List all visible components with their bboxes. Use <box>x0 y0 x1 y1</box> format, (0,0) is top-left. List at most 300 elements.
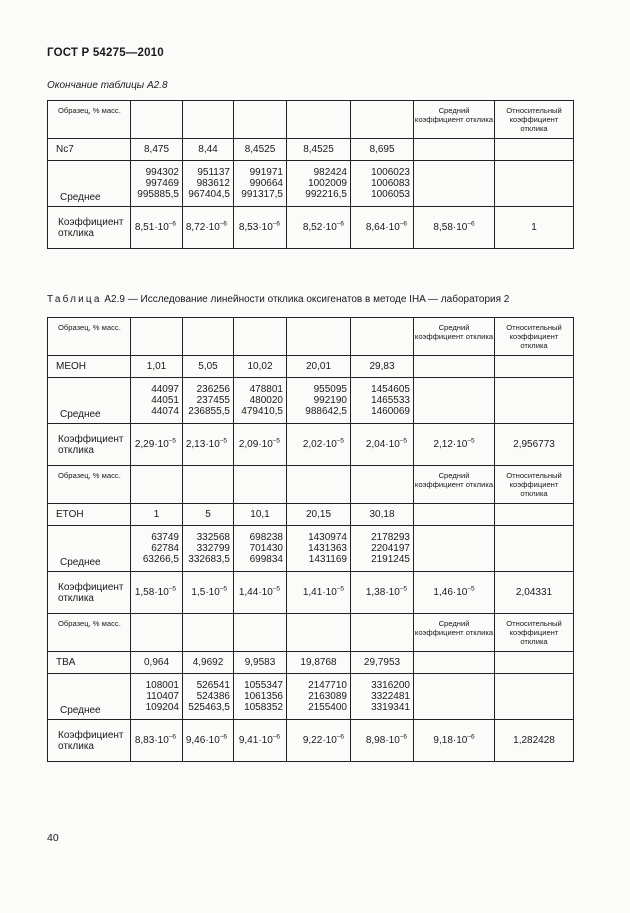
response-coef-exponent: –6 <box>272 220 280 228</box>
empty-cell <box>495 504 574 526</box>
area-value: 2163089 <box>308 691 347 702</box>
avg-coef-header <box>414 466 495 504</box>
response-coef-times-ten: ·10 <box>385 587 400 598</box>
avg-coef-mantissa: 8,58 <box>433 222 453 233</box>
concentration-cell <box>183 139 234 161</box>
response-coef-times-ten: ·10 <box>385 222 400 233</box>
concentration-value: 10,02 <box>247 361 273 372</box>
area-average: 2191245 <box>371 554 410 565</box>
response-coef-label: Коэффициент отклика <box>58 433 124 456</box>
empty-header-cell <box>351 614 414 652</box>
areas-row <box>48 378 574 424</box>
area-average: 967404,5 <box>188 189 230 200</box>
area-value: 982424 <box>313 167 347 178</box>
concentration-cell <box>234 504 287 526</box>
rel-coef-value: 1,282428 <box>513 735 555 746</box>
avg-coef-header-label: Средний коэффициент отклика <box>414 323 494 341</box>
area-value: 478801 <box>249 384 283 395</box>
area-average: 995885,5 <box>137 189 179 200</box>
compound-name-label: Nc7 <box>56 144 74 155</box>
response-coef-exponent: –6 <box>219 733 227 741</box>
avg-coef-header <box>414 318 495 356</box>
response-coef-exponent: –5 <box>399 437 407 445</box>
area-value: 62784 <box>151 543 179 554</box>
response-coef-times-ten: ·10 <box>205 439 220 450</box>
area-average: 1460069 <box>371 406 410 417</box>
compound-name-label: ETOH <box>56 509 84 520</box>
area-value: 3322481 <box>371 691 410 702</box>
area-value: 526541 <box>196 680 230 691</box>
response-coef-cell <box>287 424 351 466</box>
area-value: 108001 <box>145 680 179 691</box>
avg-coef-header-label: Средний коэффициент отклика <box>414 471 494 489</box>
concentration-cell <box>287 652 351 674</box>
area-values-cell <box>351 674 414 720</box>
area-value: 955095 <box>313 384 347 395</box>
areas-row <box>48 526 574 572</box>
compound-name <box>48 652 131 674</box>
response-coef-exponent: –5 <box>219 437 227 445</box>
response-coef-mantissa: 1,58 <box>134 587 155 598</box>
response-coef-label: Коэффициент отклика <box>58 216 124 239</box>
avg-coef-cell <box>414 572 495 614</box>
area-value: 1465533 <box>371 395 410 406</box>
empty-header-cell <box>131 614 183 652</box>
response-coef-cell <box>183 572 234 614</box>
document-header: ГОСТ Р 54275—2010 <box>47 47 164 59</box>
response-coef-times-ten: ·10 <box>322 735 337 746</box>
area-average: 699834 <box>249 554 283 565</box>
empty-cell <box>495 378 574 424</box>
empty-cell <box>495 356 574 378</box>
average-label-cell <box>48 161 131 207</box>
area-values-cell <box>131 378 183 424</box>
compound-name <box>48 356 131 378</box>
concentration-value: 0,964 <box>143 657 170 668</box>
area-values-cell <box>183 161 234 207</box>
area-value: 1006023 <box>371 167 410 178</box>
area-values-cell <box>183 526 234 572</box>
avg-coef-header <box>414 614 495 652</box>
sample-header <box>48 466 131 504</box>
average-label-cell <box>48 526 131 572</box>
empty-cell <box>495 652 574 674</box>
rel-coef-header <box>495 466 574 504</box>
area-values-cell <box>351 526 414 572</box>
area-values-cell <box>234 674 287 720</box>
rel-coef-cell <box>495 720 574 762</box>
concentration-value: 8,44 <box>198 144 218 155</box>
response-coef-times-ten: ·10 <box>322 222 337 233</box>
avg-coef-header <box>414 101 495 139</box>
average-label: Среднее <box>60 705 101 716</box>
area-values-cell <box>351 161 414 207</box>
empty-header-cell <box>287 466 351 504</box>
response-coef-times-ten: ·10 <box>205 735 220 746</box>
caption-prefix: Таблица <box>47 294 102 305</box>
response-coef-mantissa: 2,29 <box>134 439 155 450</box>
empty-header-cell <box>351 318 414 356</box>
response-coef-exponent: –6 <box>168 220 176 228</box>
concentration-cell <box>351 652 414 674</box>
response-coef-cell <box>234 720 287 762</box>
area-value: 110407 <box>146 691 179 702</box>
area-average: 1431169 <box>308 554 347 565</box>
area-value: 992190 <box>313 395 347 406</box>
empty-header-cell <box>131 466 183 504</box>
area-average: 479410,5 <box>241 406 283 417</box>
response-coef-times-ten: ·10 <box>258 735 273 746</box>
area-value: 1061356 <box>244 691 283 702</box>
response-coef-exponent: –5 <box>272 437 280 445</box>
response-coef-times-ten: ·10 <box>205 587 220 598</box>
response-coef-times-ten: ·10 <box>205 222 220 233</box>
empty-cell <box>414 526 495 572</box>
concentration-value: 20,15 <box>305 509 332 520</box>
avg-coef-cell <box>414 424 495 466</box>
concentration-value: 8,695 <box>369 144 395 155</box>
area-value: 44097 <box>151 384 179 395</box>
response-coef-cell <box>131 424 183 466</box>
average-label: Среднее <box>60 557 101 568</box>
rel-coef-header-label: Относительный коэффициент отклика <box>506 619 562 646</box>
response-coef-label: Коэффициент отклика <box>58 581 124 604</box>
response-coef-mantissa: 2,02 <box>302 439 323 450</box>
response-coef-exponent: –5 <box>219 585 227 593</box>
response-coef-exponent: –5 <box>272 585 280 593</box>
empty-header-cell <box>183 614 234 652</box>
area-value: 2178293 <box>371 532 410 543</box>
area-value: 997469 <box>145 178 179 189</box>
concentration-cell <box>351 139 414 161</box>
concentration-cell <box>234 139 287 161</box>
response-coef-cell <box>131 207 183 249</box>
response-coef-exponent: –5 <box>168 437 176 445</box>
response-coef-row <box>48 572 574 614</box>
area-value: 44051 <box>151 395 179 406</box>
avg-coef-exponent: –5 <box>467 585 475 593</box>
rel-coef-header <box>495 318 574 356</box>
area-average: 1058352 <box>244 702 283 713</box>
response-coef-exponent: –6 <box>272 733 280 741</box>
response-coef-times-ten: ·10 <box>385 735 400 746</box>
area-value: 2147710 <box>308 680 347 691</box>
rel-coef-cell <box>495 572 574 614</box>
response-coef-cell <box>183 207 234 249</box>
header-row <box>48 466 574 504</box>
header-row <box>48 614 574 652</box>
empty-header-cell <box>131 318 183 356</box>
area-value: 3316200 <box>371 680 410 691</box>
concentration-cell <box>183 356 234 378</box>
area-value: 1006083 <box>371 178 410 189</box>
empty-header-cell <box>183 101 234 139</box>
area-values-cell <box>287 161 351 207</box>
response-coef-cell <box>351 720 414 762</box>
empty-header-cell <box>287 318 351 356</box>
concentration-cell <box>131 504 183 526</box>
caption-text: А2.9 — Исследование линейности отклика оксигенатов в методе IHA — лаборатория 2 <box>104 294 510 305</box>
area-average: 992216,5 <box>305 189 347 200</box>
avg-coef-mantissa: 2,12 <box>433 439 453 450</box>
area-values-cell <box>234 161 287 207</box>
avg-coef-exponent: –6 <box>467 733 475 741</box>
rel-coef-header-label: Относительный коэффициент отклика <box>506 471 562 498</box>
empty-header-cell <box>234 318 287 356</box>
sample-header <box>48 614 131 652</box>
response-coef-mantissa: 2,09 <box>238 439 259 450</box>
concentration-value: 1 <box>153 509 160 520</box>
area-average: 44074 <box>151 406 179 417</box>
area-average: 63266,5 <box>142 554 179 565</box>
rel-coef-value: 1 <box>531 222 537 233</box>
avg-coef-mantissa: 1,46 <box>433 587 453 598</box>
area-values-cell <box>234 526 287 572</box>
sample-header <box>48 318 131 356</box>
response-coef-exponent: –6 <box>399 733 407 741</box>
concentration-cell <box>287 356 351 378</box>
compound-name <box>48 139 131 161</box>
response-coef-exponent: –6 <box>336 220 344 228</box>
area-values-cell <box>131 674 183 720</box>
response-coef-mantissa: 8,72 <box>185 222 206 233</box>
avg-coef-cell <box>414 720 495 762</box>
response-coef-mantissa: 1,5 <box>191 587 206 598</box>
area-values-cell <box>131 161 183 207</box>
concentration-row <box>48 504 574 526</box>
response-coef-row <box>48 207 574 249</box>
response-coef-times-ten: ·10 <box>322 587 337 598</box>
response-coef-mantissa: 8,52 <box>302 222 323 233</box>
area-value: 991971 <box>249 167 283 178</box>
response-coef-mantissa: 1,38 <box>365 587 386 598</box>
page-number: 40 <box>47 832 59 844</box>
header-row <box>48 101 574 139</box>
response-coef-mantissa: 8,98 <box>365 735 386 746</box>
response-coef-cell <box>351 572 414 614</box>
response-coef-mantissa: 2,13 <box>185 439 206 450</box>
concentration-value: 29,7953 <box>363 657 401 668</box>
sample-header <box>48 101 131 139</box>
avg-coef-times-ten: ·10 <box>452 439 468 450</box>
empty-cell <box>414 652 495 674</box>
response-coef-times-ten: ·10 <box>154 587 169 598</box>
response-coef-times-ten: ·10 <box>322 439 337 450</box>
empty-cell <box>495 161 574 207</box>
rel-coef-cell <box>495 424 574 466</box>
empty-cell <box>414 378 495 424</box>
response-coef-cell <box>351 424 414 466</box>
area-value: 332799 <box>196 543 230 554</box>
concentration-value: 8,4525 <box>303 144 334 155</box>
rel-coef-cell <box>495 207 574 249</box>
average-label: Среднее <box>60 409 101 420</box>
response-coef-times-ten: ·10 <box>154 735 169 746</box>
response-coef-mantissa: 2,04 <box>365 439 386 450</box>
concentration-cell <box>183 504 234 526</box>
rel-coef-header <box>495 614 574 652</box>
response-coef-label-cell <box>48 572 131 614</box>
concentration-value: 1,01 <box>146 361 167 372</box>
area-value: 524386 <box>196 691 230 702</box>
empty-header-cell <box>234 614 287 652</box>
empty-cell <box>414 139 495 161</box>
empty-header-cell <box>287 101 351 139</box>
area-value: 990664 <box>249 178 283 189</box>
rel-coef-header-label: Относительный коэффициент отклика <box>506 323 562 350</box>
area-value: 1431363 <box>308 543 347 554</box>
area-value: 332568 <box>196 532 230 543</box>
concentration-cell <box>287 139 351 161</box>
response-coef-exponent: –5 <box>168 585 176 593</box>
area-average: 1006053 <box>371 189 410 200</box>
empty-header-cell <box>183 466 234 504</box>
response-coef-cell <box>351 207 414 249</box>
concentration-cell <box>287 504 351 526</box>
response-coef-cell <box>234 207 287 249</box>
area-values-cell <box>287 526 351 572</box>
table-a2-9-caption <box>47 294 509 305</box>
concentration-value: 30,18 <box>369 509 395 520</box>
areas-row <box>48 674 574 720</box>
response-coef-cell <box>183 424 234 466</box>
area-value: 1454605 <box>371 384 410 395</box>
sample-header-label: Образец, % масс. <box>58 471 121 480</box>
concentration-value: 4,9692 <box>192 657 224 668</box>
area-value: 1430974 <box>308 532 347 543</box>
area-value: 480020 <box>249 395 283 406</box>
response-coef-cell <box>287 207 351 249</box>
table-continuation-title: Окончание таблицы А2.8 <box>47 80 168 91</box>
response-coef-times-ten: ·10 <box>154 439 169 450</box>
avg-coef-header-label: Средний коэффициент отклика <box>414 619 494 637</box>
avg-coef-times-ten: ·10 <box>452 587 468 598</box>
area-values-cell <box>234 378 287 424</box>
area-value: 63749 <box>151 532 179 543</box>
concentration-value: 10,1 <box>250 509 270 520</box>
table-a2-9 <box>47 317 574 762</box>
response-coef-cell <box>234 424 287 466</box>
response-coef-cell <box>287 720 351 762</box>
area-average: 332683,5 <box>188 554 230 565</box>
concentration-cell <box>131 139 183 161</box>
concentration-value: 19,8768 <box>300 657 337 668</box>
rel-coef-header <box>495 101 574 139</box>
average-label: Среднее <box>60 192 101 203</box>
area-value: 951137 <box>197 167 230 178</box>
empty-header-cell <box>183 318 234 356</box>
response-coef-row <box>48 424 574 466</box>
concentration-value: 8,475 <box>143 144 170 155</box>
empty-header-cell <box>351 466 414 504</box>
area-value: 1002009 <box>308 178 347 189</box>
concentration-value: 29,83 <box>369 361 395 372</box>
response-coef-label-cell <box>48 424 131 466</box>
response-coef-cell <box>131 572 183 614</box>
avg-coef-times-ten: ·10 <box>452 735 468 746</box>
response-coef-exponent: –6 <box>399 220 407 228</box>
empty-header-cell <box>131 101 183 139</box>
concentration-row <box>48 356 574 378</box>
concentration-cell <box>234 652 287 674</box>
rel-coef-value: 2,956773 <box>513 439 555 450</box>
response-coef-label-cell <box>48 720 131 762</box>
concentration-cell <box>131 356 183 378</box>
header-row <box>48 318 574 356</box>
area-value: 701430 <box>249 543 283 554</box>
response-coef-mantissa: 9,46 <box>185 735 206 746</box>
response-coef-exponent: –6 <box>219 220 227 228</box>
response-coef-mantissa: 1,41 <box>302 587 323 598</box>
response-coef-cell <box>131 720 183 762</box>
concentration-value: 5,05 <box>198 361 218 372</box>
average-label-cell <box>48 674 131 720</box>
response-coef-times-ten: ·10 <box>258 439 273 450</box>
response-coef-mantissa: 9,22 <box>302 735 323 746</box>
area-average: 236855,5 <box>188 406 230 417</box>
area-values-cell <box>287 378 351 424</box>
response-coef-mantissa: 8,51 <box>134 222 155 233</box>
concentration-row <box>48 652 574 674</box>
area-value: 983612 <box>196 178 230 189</box>
sample-header-label: Образец, % масс. <box>58 323 121 332</box>
avg-coef-times-ten: ·10 <box>452 222 468 233</box>
response-coef-label-cell <box>48 207 131 249</box>
response-coef-times-ten: ·10 <box>154 222 169 233</box>
area-value: 994302 <box>145 167 179 178</box>
concentration-value: 8,4525 <box>244 144 276 155</box>
area-average: 3319341 <box>371 702 410 713</box>
concentration-cell <box>351 504 414 526</box>
response-coef-times-ten: ·10 <box>258 587 273 598</box>
area-value: 698238 <box>249 532 283 543</box>
area-value: 2204197 <box>371 543 410 554</box>
response-coef-mantissa: 8,83 <box>134 735 155 746</box>
area-value: 236256 <box>196 384 230 395</box>
concentration-cell <box>234 356 287 378</box>
concentration-cell <box>131 652 183 674</box>
response-coef-mantissa: 8,53 <box>238 222 259 233</box>
compound-name <box>48 504 131 526</box>
area-average: 525463,5 <box>188 702 230 713</box>
rel-coef-header-label: Относительный коэффициент отклика <box>506 106 562 133</box>
empty-cell <box>495 526 574 572</box>
response-coef-exponent: –5 <box>336 437 344 445</box>
concentration-value: 9,9583 <box>244 657 276 668</box>
empty-cell <box>414 356 495 378</box>
sample-header-label: Образец, % масс. <box>58 106 121 115</box>
empty-header-cell <box>234 101 287 139</box>
empty-cell <box>414 674 495 720</box>
compound-name-label: TBA <box>56 657 76 668</box>
area-average: 109204 <box>145 702 179 713</box>
area-values-cell <box>287 674 351 720</box>
response-coef-cell <box>287 572 351 614</box>
response-coef-mantissa: 1,44 <box>238 587 259 598</box>
avg-coef-exponent: –5 <box>467 437 475 445</box>
concentration-cell <box>183 652 234 674</box>
concentration-value: 5 <box>205 509 211 520</box>
rel-coef-value: 2,04331 <box>515 587 553 598</box>
empty-cell <box>495 139 574 161</box>
avg-coef-cell <box>414 207 495 249</box>
empty-cell <box>495 674 574 720</box>
response-coef-row <box>48 720 574 762</box>
table-a2-8-end <box>47 100 574 249</box>
areas-row <box>48 161 574 207</box>
response-coef-label: Коэффициент отклика <box>58 729 124 752</box>
concentration-value: 20,01 <box>305 361 332 372</box>
